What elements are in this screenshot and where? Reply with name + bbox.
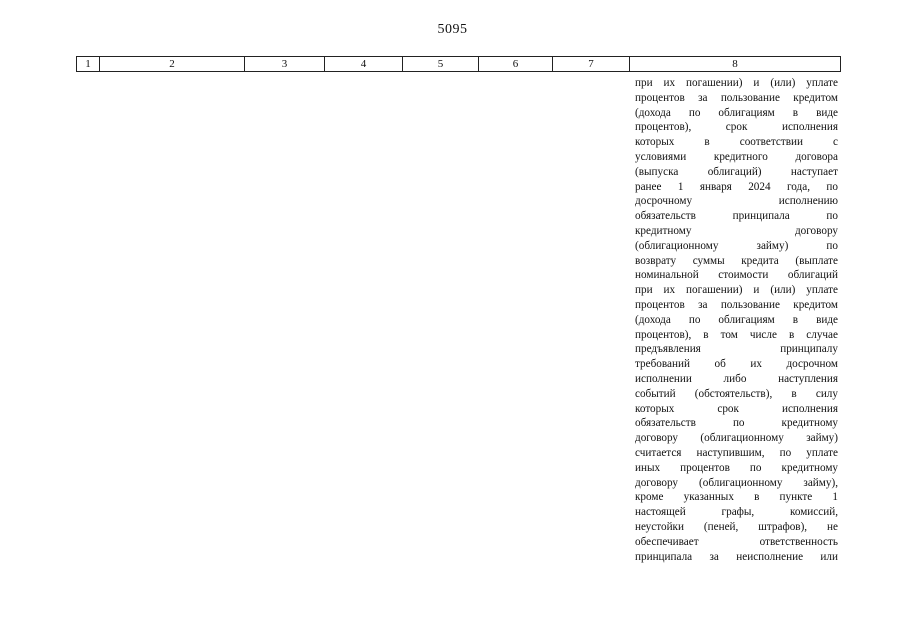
text-line: событий (обстоятельств), в силу (635, 387, 838, 400)
text-line: обеспечивает ответственность (635, 535, 838, 548)
text-line: при их погашении) и (или) уплате (635, 77, 838, 89)
text-line: обязательств принципала по (635, 210, 838, 223)
text-line: номинальной стоимости облигаций (635, 269, 838, 282)
text-line: процентов за пользование кредитом (635, 91, 838, 104)
column-header-2: 2 (100, 57, 245, 72)
column-header-8: 8 (630, 57, 841, 72)
text-line: которых в соответствии с (635, 136, 838, 149)
text-line: обязательств по кредитному (635, 417, 838, 430)
text-line: исполнении либо наступления (635, 372, 838, 385)
text-line: неустойки (пеней, штрафов), не (635, 520, 838, 533)
column-header-table (76, 56, 841, 72)
text-line: считается наступившим, по уплате (635, 446, 838, 459)
text-line: процентов), срок исполнения (635, 121, 838, 134)
text-line: предъявления принципалу (635, 343, 838, 356)
text-line: (дохода по облигациям в виде (635, 106, 838, 119)
text-line: досрочному исполнению (635, 195, 838, 208)
column-header-row (77, 57, 841, 72)
text-line: договору (облигационному займу), (635, 476, 838, 489)
text-line: (дохода по облигациям в виде (635, 313, 838, 326)
text-line: процентов за пользование кредитом (635, 298, 838, 311)
text-line: условиями кредитного договора (635, 150, 838, 163)
text-line: иных процентов по кредитному (635, 461, 838, 474)
text-line: (выпуска облигаций) наступает (635, 165, 838, 178)
column-header-6: 6 (479, 57, 553, 72)
text-line: ранее 1 января 2024 года, по (635, 180, 838, 193)
text-line: которых срок исполнения (635, 402, 838, 415)
column-header-4: 4 (325, 57, 403, 72)
column-header-3: 3 (245, 57, 325, 72)
text-line: при их погашении) и (или) уплате (635, 284, 838, 297)
column-header-1: 1 (77, 57, 100, 72)
column-header-7: 7 (553, 57, 630, 72)
text-line: кредитному договору (635, 224, 838, 237)
text-line: кроме указанных в пункте 1 (635, 491, 838, 504)
text-line: принципала за неисполнение или (635, 550, 838, 563)
text-line: требований об их досрочном (635, 358, 838, 371)
text-line: настоящей графы, комиссий, (635, 506, 838, 519)
text-line: возврату суммы кредита (выплате (635, 254, 838, 267)
text-line: процентов), в том числе в случае (635, 328, 838, 341)
text-line: (облигационному займу) по (635, 239, 838, 252)
column-8-text-block (635, 76, 838, 564)
column-header-5: 5 (403, 57, 479, 72)
text-line: договору (облигационному займу) (635, 432, 838, 445)
page-number: 5095 (437, 22, 468, 37)
